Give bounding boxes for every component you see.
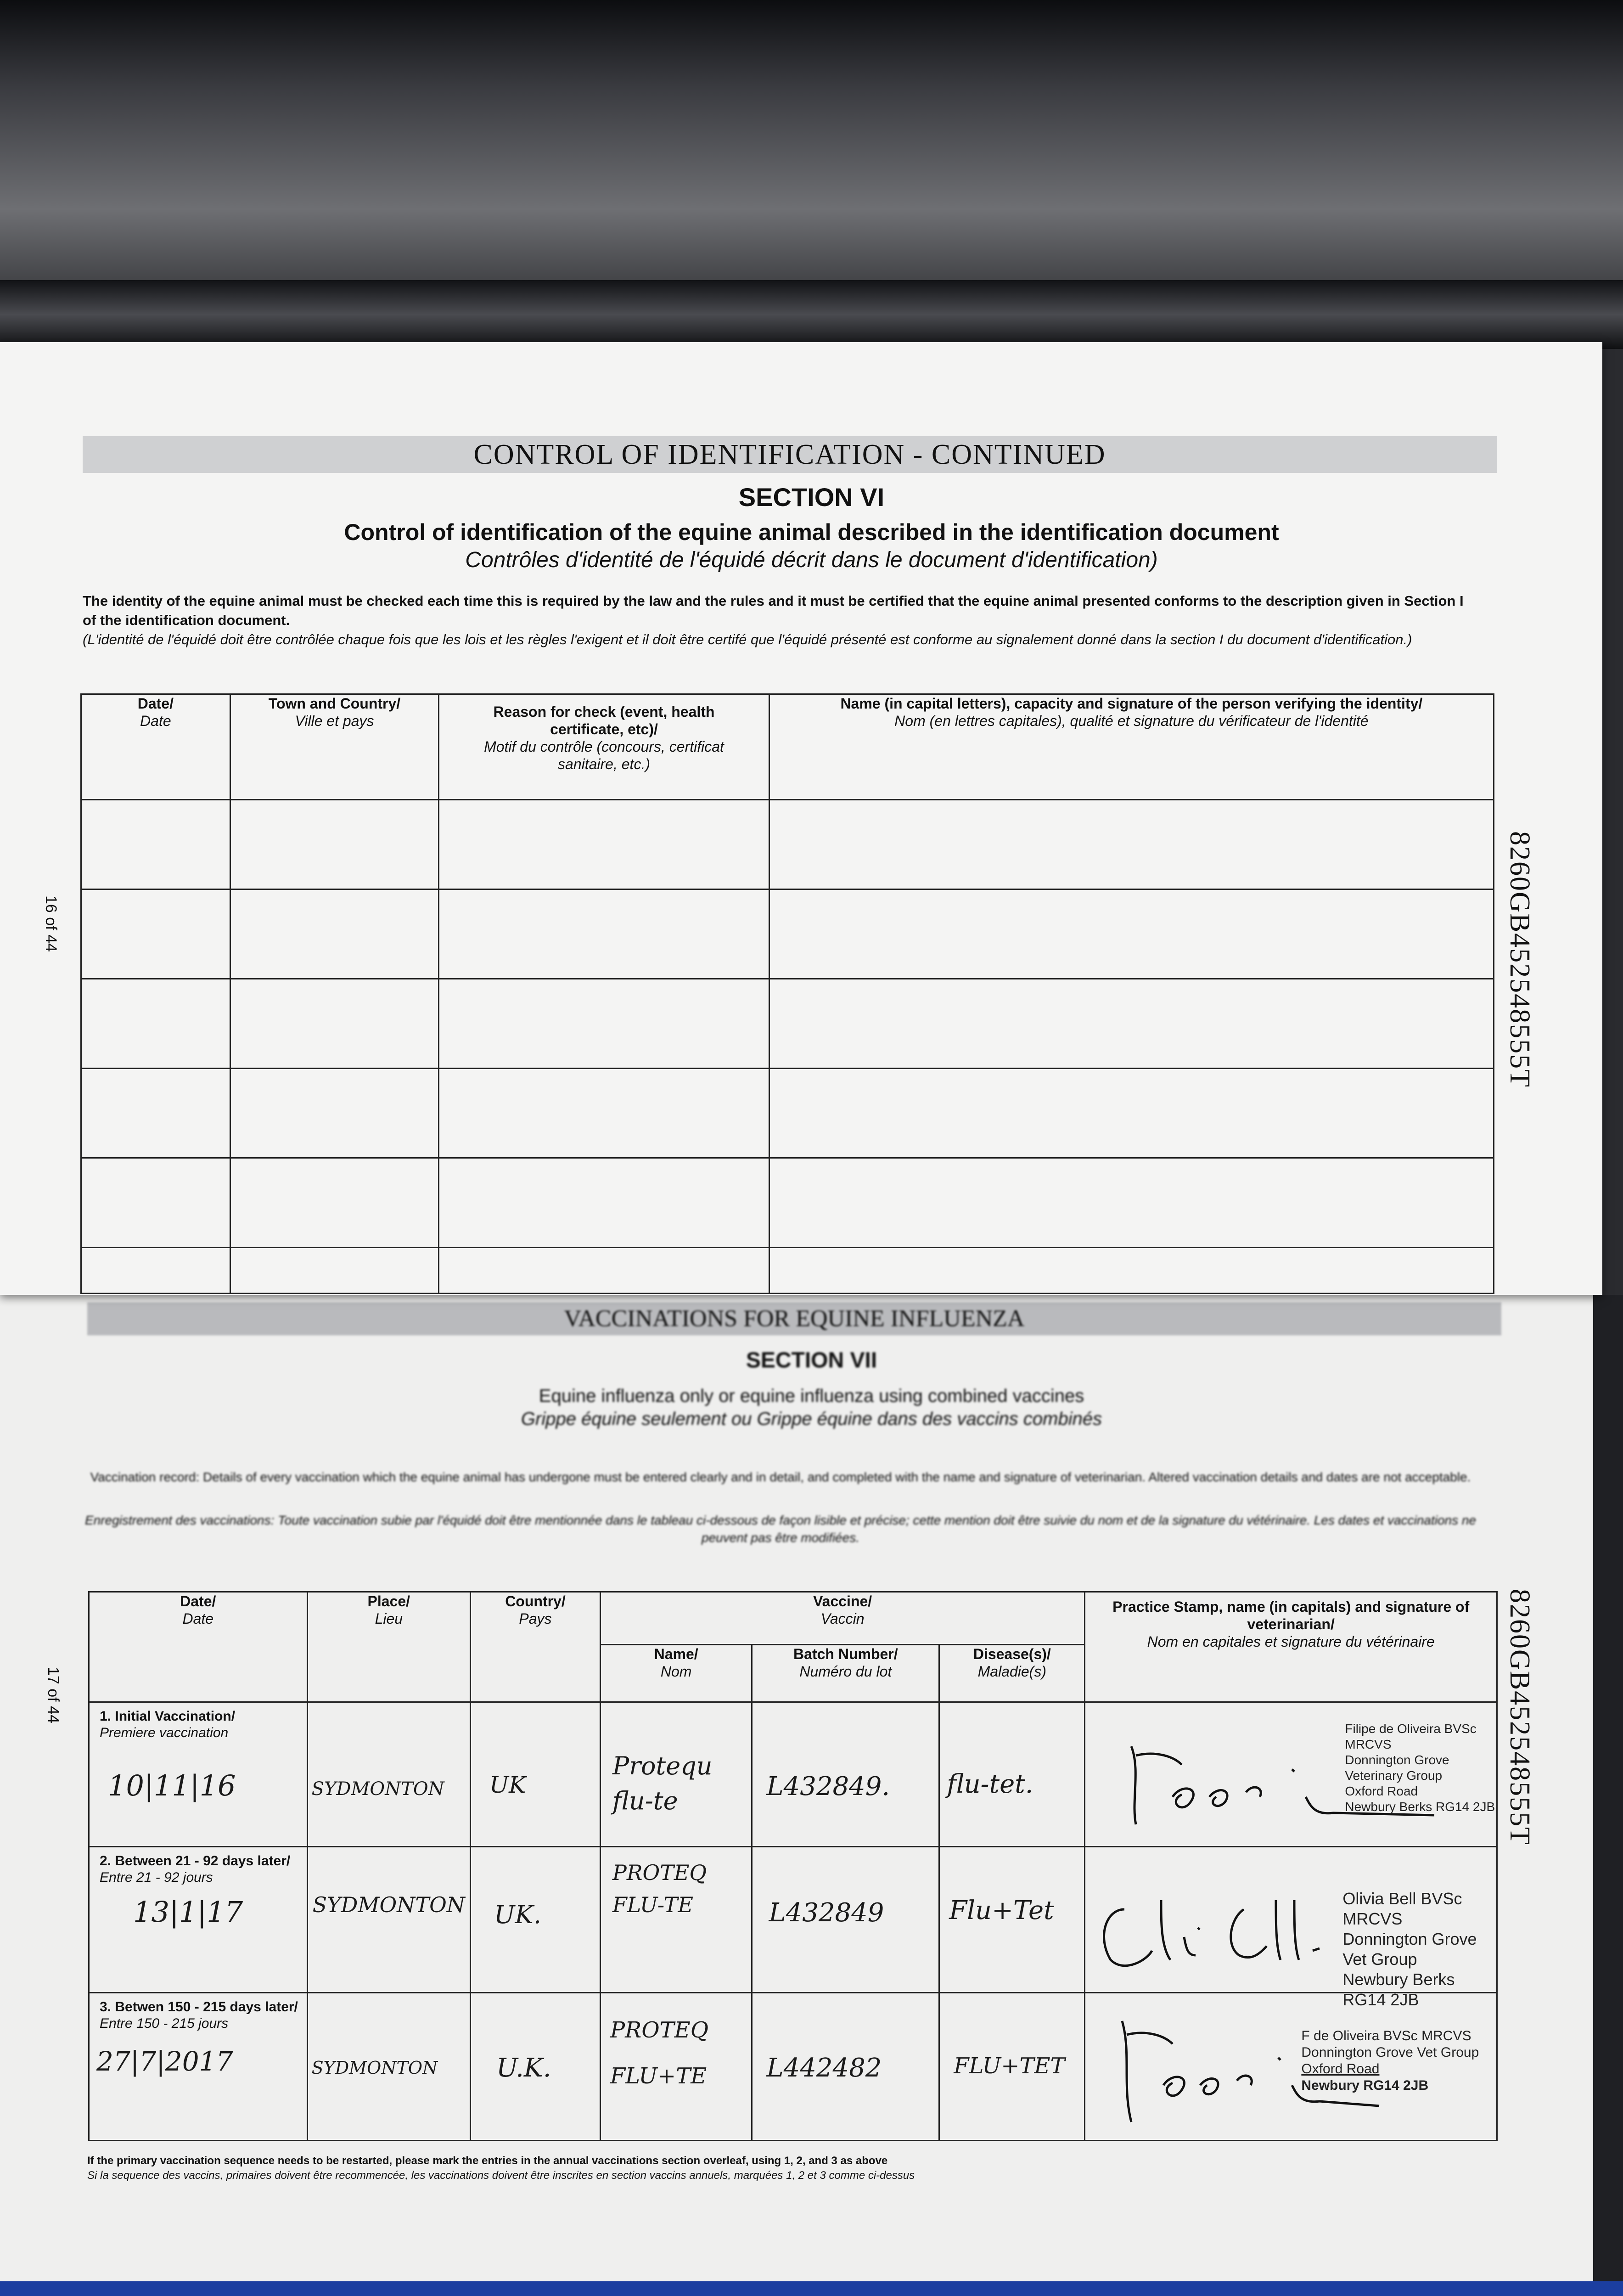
check-row-6-date[interactable] xyxy=(81,1248,230,1294)
row-3-date: 27|7|2017 xyxy=(96,2046,233,2077)
header-check-date: Date/ Date xyxy=(81,694,230,800)
check-row-3-verifier[interactable] xyxy=(769,979,1494,1069)
row-1-batch-cell xyxy=(752,1702,939,1847)
check-row-5-reason[interactable] xyxy=(439,1158,769,1248)
row-2-signature xyxy=(1092,1882,1331,1974)
check-row-4-reason[interactable] xyxy=(439,1069,769,1158)
row-3-place: SYDMONTON xyxy=(311,2058,438,2078)
vaccination-intro-en: Vaccination record: Details of every vaccination which the equine animal has undergone must be entered clearly and in detail, and completed with the name and signature of veterinarian. Altered vaccination details and dates are not acceptable. xyxy=(90,1470,1471,1484)
check-row-4-verifier[interactable] xyxy=(769,1069,1494,1158)
row-2-place-cell xyxy=(307,1847,470,1993)
page-number-16: 16 of 44 xyxy=(42,895,60,952)
row-1-disease: flu-tet. xyxy=(947,1769,1033,1799)
page-edge xyxy=(1593,1295,1623,2282)
row-3-vaccine-name: PROTEQ FLU+TE xyxy=(610,2017,709,2089)
row-2-disease-cell xyxy=(939,1847,1085,1993)
check-row-4-town[interactable] xyxy=(230,1069,439,1158)
check-row-1-town[interactable] xyxy=(230,800,439,889)
row-3-place-cell xyxy=(307,1993,470,2141)
row-2-place: SYDMONTON xyxy=(312,1892,466,1917)
row-3-stamp-cell xyxy=(1085,1993,1497,2141)
row-1-country-cell xyxy=(471,1702,601,1847)
check-row-6-town[interactable] xyxy=(230,1248,439,1294)
check-row xyxy=(81,979,1494,1069)
page-number-17: 17 of 44 xyxy=(45,1667,62,1723)
check-row xyxy=(81,800,1494,889)
section-vii-title: SECTION VII xyxy=(746,1348,877,1373)
footnote-fr: Si la sequence des vaccins, primaires doivent être recommencée, les vaccinations doivent être inscrites en section vaccins annuels, marquées 1, 2 et 3 comme ci-dessus xyxy=(87,2169,915,2182)
row-2-name-cell xyxy=(600,1847,752,1993)
row-1-practice-stamp: Filipe de Oliveira BVSc MRCVS Donnington Grove Veterinary Group Oxford Road Newbury Berks RG14 2JB xyxy=(1345,1722,1495,1814)
vaccination-title-en: Equine influenza only or equine influenza using combined vaccines xyxy=(539,1386,1084,1406)
row-2-date: 13|1|17 xyxy=(133,1895,243,1929)
row-3-practice-stamp: F de Oliveira BVSc MRCVS Donnington Grove Vet Group Oxford Road Newbury RG14 2JB xyxy=(1301,2028,1479,2093)
header-practice-stamp: Practice Stamp, name (in capitals) and signature of veterinarian/ Nom en capitales et signature du vétérinaire xyxy=(1085,1592,1497,1702)
header-verifier: Name (in capital letters), capacity and signature of the person verifying the identity/ Nom (en lettres capitales), qualité et signature du vérificateur de l'identité xyxy=(769,694,1494,800)
footnote-en: If the primary vaccination sequence needs to be restarted, please mark the entries in the annual vaccinations section overleaf, using 1, 2, and 3 as above xyxy=(87,2155,888,2167)
section-vi-title: SECTION VI xyxy=(738,483,885,512)
row-1-place-cell xyxy=(307,1702,470,1847)
header-disease: Disease(s)/ Maladie(s) xyxy=(939,1645,1085,1702)
control-title-en: Control of identification of the equine animal described in the identification document xyxy=(344,519,1279,545)
vaccination-banner: VACCINATIONS FOR EQUINE INFLUENZA xyxy=(87,1302,1501,1335)
row-1-date-cell: 1. Initial Vaccination/ Premiere vaccination 10|11|16 xyxy=(89,1702,308,1847)
header-vaccine: Vaccine/ Vaccin xyxy=(600,1592,1085,1645)
header-batch-number: Batch Number/ Numéro du lot xyxy=(752,1645,939,1702)
check-row-1-verifier[interactable] xyxy=(769,800,1494,889)
check-row-3-date[interactable] xyxy=(81,979,230,1069)
row-2-practice-stamp: Olivia Bell BVSc MRCVS Donnington Grove Vet Group Newbury Berks RG14 2JB xyxy=(1342,1889,1477,2009)
row-1-disease-cell xyxy=(939,1702,1085,1847)
check-row-2-reason[interactable] xyxy=(439,889,769,979)
row-1-vaccine-name: Protequ flu-te xyxy=(612,1751,713,1815)
row-2-batch: L432849 xyxy=(769,1898,884,1928)
row-1-batch: L432849. xyxy=(766,1772,890,1801)
check-row-1-date[interactable] xyxy=(81,800,230,889)
check-row-5-verifier[interactable] xyxy=(769,1158,1494,1248)
header-place: Place/ Lieu xyxy=(307,1592,470,1702)
row-2-country-cell xyxy=(471,1847,601,1993)
check-row xyxy=(81,1158,1494,1248)
header-reason: Reason for check (event, health certificate, etc)/ Motif du contrôle (concours, certificat sanitaire, etc.) xyxy=(439,694,769,800)
header-date: Date/ Date xyxy=(89,1592,308,1702)
control-title-fr: Contrôles d'identité de l'équidé décrit dans le document d'identification) xyxy=(465,548,1158,572)
identification-check-table xyxy=(80,693,1494,1294)
check-row-2-date[interactable] xyxy=(81,889,230,979)
document-id-lower: 8260GB452548555T xyxy=(1504,1589,1535,1846)
control-banner: CONTROL OF IDENTIFICATION - CONTINUED xyxy=(83,436,1497,473)
row-3-name-cell xyxy=(600,1993,752,2141)
vaccination-title-fr: Grippe équine seulement ou Grippe équine dans des vaccins combinés xyxy=(521,1409,1102,1429)
check-row-3-reason[interactable] xyxy=(439,979,769,1069)
vaccination-row-1 xyxy=(89,1702,1497,1847)
row-2-stamp-cell xyxy=(1085,1847,1497,2009)
check-row-5-date[interactable] xyxy=(81,1158,230,1248)
row-1-stamp-cell xyxy=(1085,1702,1497,1847)
row-2-date-cell: 2. Between 21 - 92 days later/ Entre 21 - 92 jours 13|1|17 xyxy=(89,1847,308,1993)
row-2-disease: Flu+Tet xyxy=(949,1896,1054,1925)
document-id-upper: 8260GB452548555T xyxy=(1504,831,1535,1088)
check-row xyxy=(81,1069,1494,1158)
binder-bottom-edge xyxy=(0,2281,1623,2296)
check-row-6-verifier[interactable] xyxy=(769,1248,1494,1294)
row-1-name-cell xyxy=(600,1702,752,1847)
check-row-6-reason[interactable] xyxy=(439,1248,769,1294)
header-vaccine-name: Name/ Nom xyxy=(600,1645,752,1702)
binder-cover-edge xyxy=(0,280,1623,349)
check-row-5-town[interactable] xyxy=(230,1158,439,1248)
vaccination-row-2 xyxy=(89,1847,1497,1993)
header-town-country: Town and Country/ Ville et pays xyxy=(230,694,439,800)
row-3-batch: L442482 xyxy=(766,2053,882,2083)
control-intro-en: The identity of the equine animal must be checked each time this is required by the law and the rules and it must be certified that the equine animal presented conforms to the description given in Section I of the identification document. xyxy=(83,593,1464,628)
vaccination-table xyxy=(88,1591,1498,2141)
check-row-2-town[interactable] xyxy=(230,889,439,979)
row-2-country: UK. xyxy=(494,1900,542,1929)
row-3-country-cell xyxy=(471,1993,601,2141)
row-2-batch-cell xyxy=(752,1847,939,1993)
vaccination-intro-fr: Enregistrement des vaccinations: Toute vaccination subie par l'équidé doit être mentionnée dans le tableau ci-dessous de façon lisible et précise; cette mention doit être suivie du nom et de la signature du vétérinaire. Les dates et vaccinations ne peuvent pas être modifiées. xyxy=(84,1513,1477,1545)
header-country: Country/ Pays xyxy=(471,1592,601,1702)
row-3-batch-cell xyxy=(752,1993,939,2141)
check-row xyxy=(81,889,1494,979)
row-1-place: SYDMONTON xyxy=(311,1778,444,1800)
row-3-country: U.K. xyxy=(496,2053,551,2083)
check-row-1-reason[interactable] xyxy=(439,800,769,889)
check-row-4-date[interactable] xyxy=(81,1069,230,1158)
row-3-disease: FLU+TET xyxy=(954,2053,1065,2079)
row-1-date: 10|11|16 xyxy=(108,1769,236,1802)
check-row-3-town[interactable] xyxy=(230,979,439,1069)
check-row xyxy=(81,1248,1494,1294)
vaccination-row-3 xyxy=(89,1993,1497,2141)
row-3-date-cell: 3. Betwen 150 - 215 days later/ Entre 150 - 215 jours 27|7|2017 xyxy=(89,1993,308,2141)
row-3-disease-cell xyxy=(939,1993,1085,2141)
check-row-2-verifier[interactable] xyxy=(769,889,1494,979)
row-1-country: UK xyxy=(489,1772,526,1798)
control-intro-fr: (L'identité de l'équidé doit être contrôlée chaque fois que les lois et les règles l'exigent et il doit être certifé que l'équidé présenté est conforme au signalement donné dans la section I du document d'identification.) xyxy=(83,631,1412,647)
row-2-vaccine-name: PROTEQ FLU-TE xyxy=(612,1860,707,1917)
